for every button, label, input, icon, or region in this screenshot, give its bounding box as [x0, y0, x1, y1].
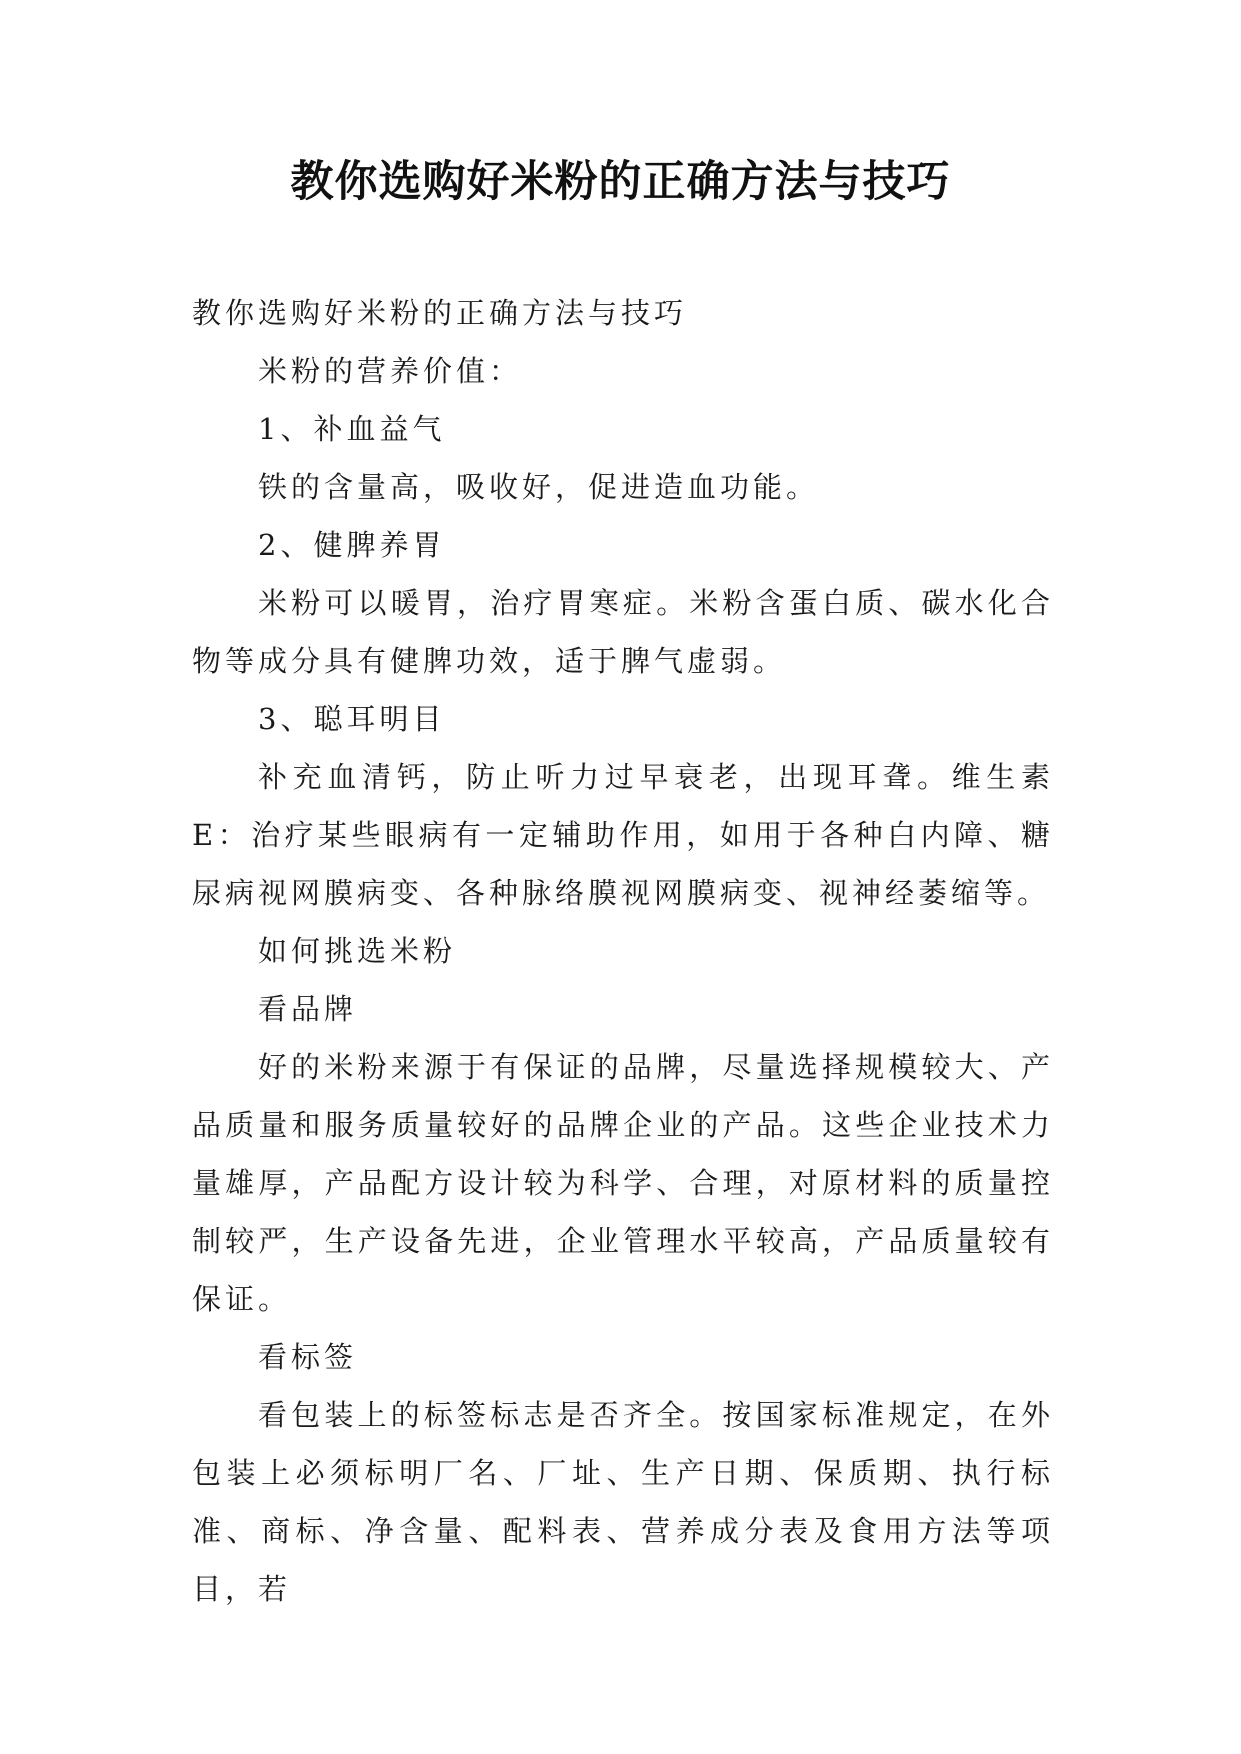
paragraph-item-2-text: 米粉可以暖胃，治疗胃寒症。米粉含蛋白质、碳水化合物等成分具有健脾功效，适于脾气虚弱。 [192, 586, 1054, 678]
paragraph-item-3-heading: 3、聪耳明目 [258, 702, 446, 736]
document-body [192, 284, 1054, 1618]
paragraph-brand-text: 好的米粉来源于有保证的品牌，尽量选择规模较大、产品质量和服务质量较好的品牌企业的产品。这些企业技术力量雄厚，产品配方设计较为科学、合理，对原材料的质量控制较严，生产设备先进，企业管理水平较高，产品质量较有保证。 [192, 1050, 1054, 1316]
paragraph-nutrition-heading: 米粉的营养价值： [258, 354, 523, 388]
paragraph-item-2-heading: 2、健脾养胃 [258, 528, 446, 562]
document-title: 教你选购好米粉的正确方法与技巧 [290, 157, 951, 207]
paragraph-intro-title: 教你选购好米粉的正确方法与技巧 [192, 296, 688, 330]
paragraph-item-1-text: 铁的含量高，吸收好，促进造血功能。 [258, 470, 820, 504]
paragraph-brand-heading: 看品牌 [258, 992, 358, 1026]
paragraph-label-heading: 看标签 [258, 1340, 358, 1374]
paragraph-label-text: 看包装上的标签标志是否齐全。按国家标准规定，在外包装上必须标明厂名、厂址、生产日期、保质期、执行标准、商标、净含量、配料表、营养成分表及食用方法等项目，若 [192, 1398, 1054, 1606]
paragraph-selection-heading: 如何挑选米粉 [258, 934, 457, 968]
paragraph-item-3-text: 补充血清钙，防止听力过早衰老，出现耳聋。维生素E：治疗某些眼病有一定辅助作用，如用于各种白内障、糖尿病视网膜病变、各种脉络膜视网膜病变、视神经萎缩等。 [192, 760, 1054, 910]
paragraph-item-1-heading: 1、补血益气 [258, 412, 446, 446]
